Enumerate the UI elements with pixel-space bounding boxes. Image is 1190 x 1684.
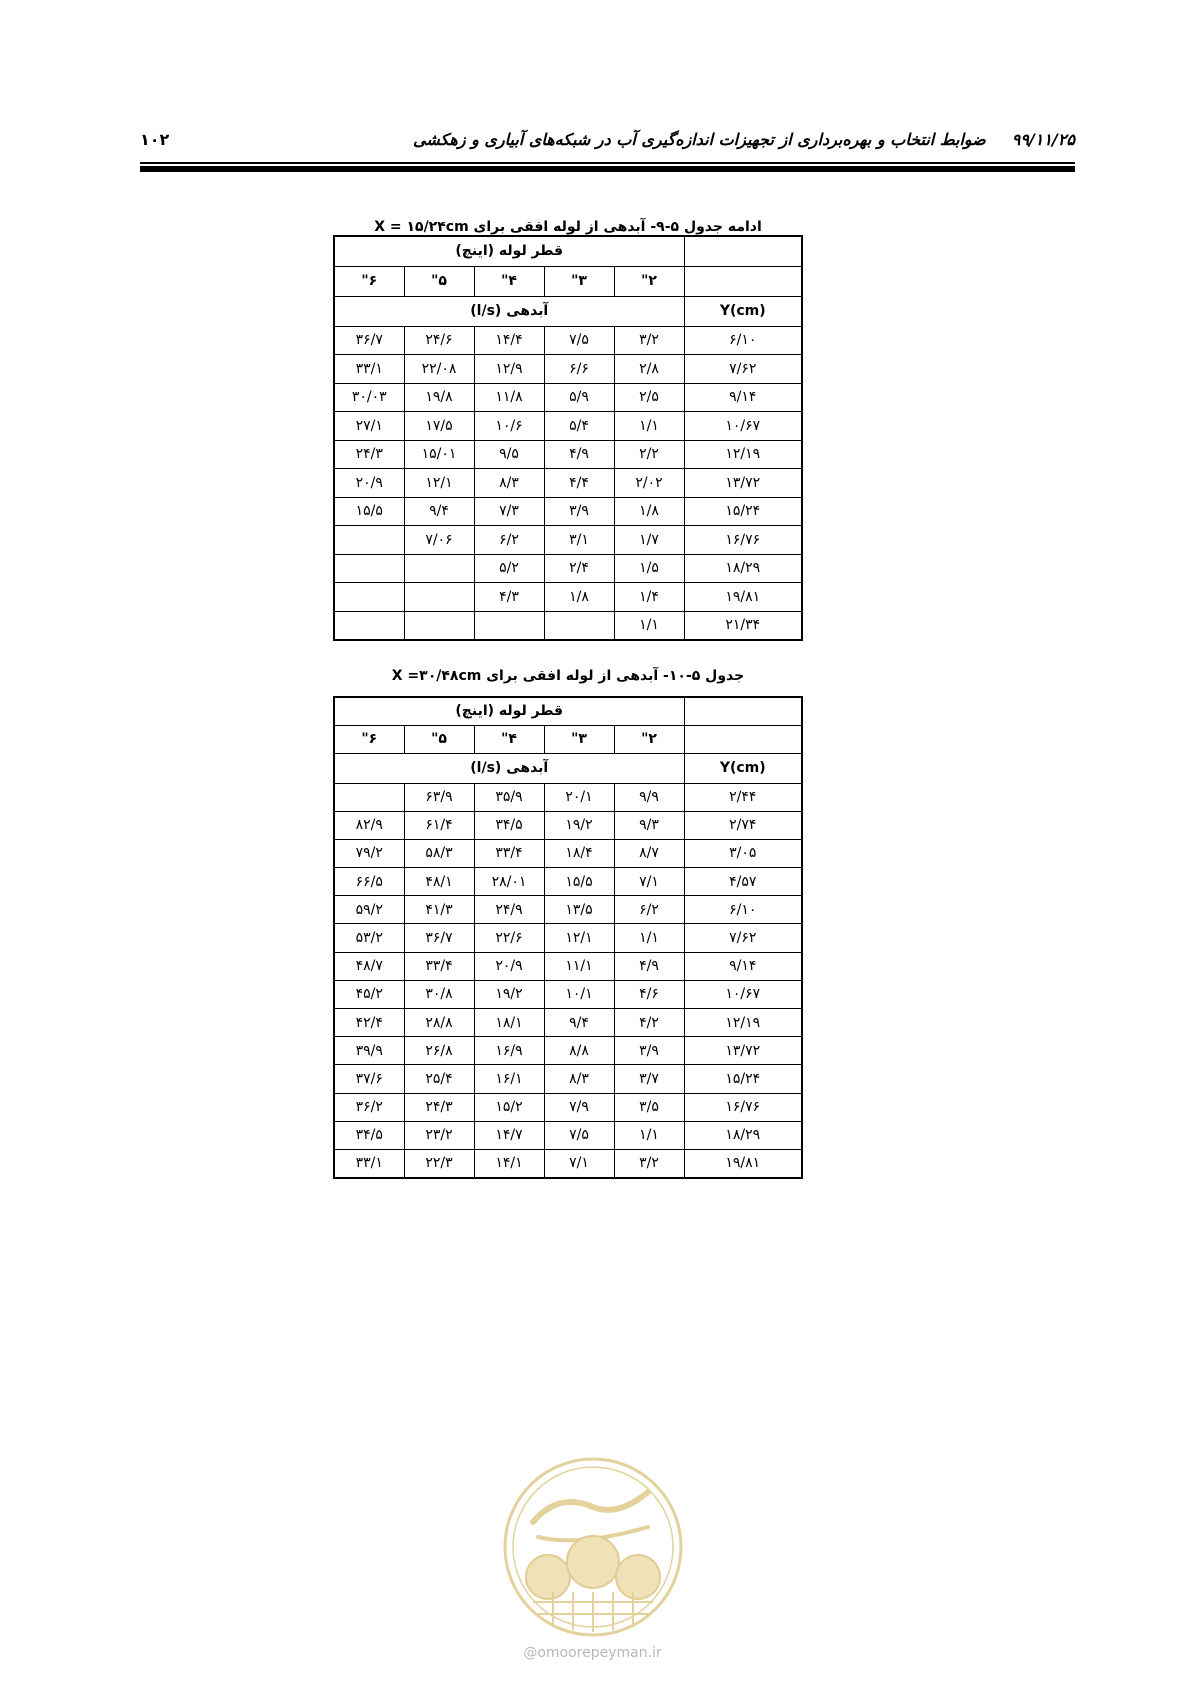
- flow-value-cell: ۳۴/۵: [334, 1121, 404, 1149]
- table-row: [334, 896, 802, 924]
- y-value-cell: ۶/۱۰: [684, 326, 802, 355]
- flow-value-cell: ۲۲/۰۸: [404, 355, 474, 384]
- table-row: [334, 583, 802, 612]
- flow-value-cell: ۴۸/۷: [334, 952, 404, 980]
- table-row: [334, 952, 802, 980]
- y-value-cell: ۱۶/۷۶: [684, 526, 802, 555]
- flow-value-cell: ۴۲/۴: [334, 1009, 404, 1037]
- flow-value-cell: ۱۹/۸: [404, 383, 474, 412]
- flow-value-cell: ۱۰/۱: [544, 980, 614, 1008]
- flow-value-cell: ۴۵/۲: [334, 980, 404, 1008]
- flow-value-cell: ۱۹/۲: [544, 811, 614, 839]
- flow-value-cell: ۴/۳: [474, 583, 544, 612]
- table-row: [334, 839, 802, 867]
- flow-value-cell: ۴۸/۱: [404, 868, 474, 896]
- flow-value-cell: ۱۴/۱: [474, 1149, 544, 1177]
- flow-value-cell: ۲۴/۶: [404, 326, 474, 355]
- table-row: [334, 412, 802, 441]
- flow-value-cell: ۳/۷: [614, 1065, 684, 1093]
- flow-value-cell: ۱۳/۵: [544, 896, 614, 924]
- flow-value-cell: ۷/۹: [544, 1093, 614, 1121]
- table2-y-header: Y(cm): [684, 753, 802, 783]
- y-value-cell: ۱۳/۷۲: [684, 469, 802, 498]
- flow-value-cell: [404, 583, 474, 612]
- table1-header-row-pipe: [334, 236, 802, 266]
- flow-value-cell: ۵۹/۲: [334, 896, 404, 924]
- flow-value-cell: ۲/۴: [544, 554, 614, 583]
- flow-value-cell: ۱/۱: [614, 611, 684, 640]
- flow-value-cell: ۳۳/۱: [334, 1149, 404, 1177]
- flow-value-cell: [544, 611, 614, 640]
- flow-value-cell: ۱/۱: [614, 924, 684, 952]
- watermark-site: @omoorepeyman.ir: [523, 1645, 662, 1661]
- flow-value-cell: ۱۷/۵: [404, 412, 474, 441]
- flow-value-cell: ۳۳/۴: [474, 839, 544, 867]
- flow-value-cell: ۳/۲: [614, 1149, 684, 1177]
- flow-value-cell: ۲/۸: [614, 355, 684, 384]
- y-value-cell: ۱۸/۲۹: [684, 554, 802, 583]
- flow-value-cell: ۳/۹: [544, 497, 614, 526]
- table-row: [334, 469, 802, 498]
- flow-value-cell: ۸۲/۹: [334, 811, 404, 839]
- y-value-cell: ۱۰/۶۷: [684, 412, 802, 441]
- flow-value-cell: ۱۲/۹: [474, 355, 544, 384]
- flow-value-cell: ۳۴/۵: [474, 811, 544, 839]
- table1-size-3: ۳": [544, 266, 614, 296]
- flow-value-cell: ۴/۲: [614, 1009, 684, 1037]
- y-value-cell: ۱۲/۱۹: [684, 1009, 802, 1037]
- flow-value-cell: ۹/۳: [614, 811, 684, 839]
- flow-value-cell: ۵۳/۲: [334, 924, 404, 952]
- flow-value-cell: ۲۴/۹: [474, 896, 544, 924]
- table-row: [334, 526, 802, 555]
- table-row: [334, 1121, 802, 1149]
- flow-value-cell: [334, 554, 404, 583]
- flow-value-cell: ۱۶/۹: [474, 1037, 544, 1065]
- table-row: [334, 355, 802, 384]
- flow-value-cell: ۲۸/۰۱: [474, 868, 544, 896]
- flow-value-cell: ۳۶/۲: [334, 1093, 404, 1121]
- flow-value-cell: ۳۳/۴: [404, 952, 474, 980]
- y-value-cell: ۲/۷۴: [684, 811, 802, 839]
- y-value-cell: ۴/۵۷: [684, 868, 802, 896]
- y-value-cell: ۱۸/۲۹: [684, 1121, 802, 1149]
- table1-size-5: ۵": [404, 266, 474, 296]
- table-row: [334, 1065, 802, 1093]
- flow-value-cell: ۳/۵: [614, 1093, 684, 1121]
- flow-value-cell: ۱۱/۱: [544, 952, 614, 980]
- flow-value-cell: ۱/۷: [614, 526, 684, 555]
- page-header: [140, 126, 1075, 156]
- flow-value-cell: ۲۳/۲: [404, 1121, 474, 1149]
- flow-value-cell: ۹/۵: [474, 440, 544, 469]
- flow-value-cell: ۶/۶: [544, 355, 614, 384]
- table-row: [334, 868, 802, 896]
- table1: [333, 235, 803, 641]
- table1-pipe-header: قطر لوله (اینچ): [334, 236, 684, 266]
- table1-y-header: Y(cm): [684, 296, 802, 326]
- y-value-cell: ۱۵/۲۴: [684, 497, 802, 526]
- flow-value-cell: ۷/۵: [544, 1121, 614, 1149]
- flow-value-cell: [474, 611, 544, 640]
- flow-value-cell: ۳۰/۰۳: [334, 383, 404, 412]
- flow-value-cell: ۱۸/۴: [544, 839, 614, 867]
- table-row: [334, 811, 802, 839]
- table-row: [334, 497, 802, 526]
- flow-value-cell: ۹/۹: [614, 783, 684, 811]
- flow-value-cell: ۲۴/۳: [404, 1093, 474, 1121]
- y-value-cell: ۱۲/۱۹: [684, 440, 802, 469]
- flow-value-cell: ۱۹/۲: [474, 980, 544, 1008]
- table2-size-4: ۴": [474, 725, 544, 753]
- flow-value-cell: ۱۰/۶: [474, 412, 544, 441]
- flow-value-cell: ۱۵/۵: [334, 497, 404, 526]
- flow-value-cell: ۱۵/۰۱: [404, 440, 474, 469]
- flow-value-cell: ۱/۸: [614, 497, 684, 526]
- table2-header-row-sizes: [334, 725, 802, 753]
- flow-value-cell: ۲۴/۳: [334, 440, 404, 469]
- flow-value-cell: ۷/۰۶: [404, 526, 474, 555]
- flow-value-cell: ۱/۵: [614, 554, 684, 583]
- flow-value-cell: ۳۶/۷: [404, 924, 474, 952]
- flow-value-cell: [404, 554, 474, 583]
- y-value-cell: ۹/۱۴: [684, 952, 802, 980]
- flow-value-cell: ۲۰/۹: [474, 952, 544, 980]
- flow-value-cell: ۵/۲: [474, 554, 544, 583]
- table2-header-row-pipe: [334, 697, 802, 725]
- flow-value-cell: ۷/۵: [544, 326, 614, 355]
- flow-value-cell: ۱/۸: [544, 583, 614, 612]
- flow-value-cell: ۲۷/۱: [334, 412, 404, 441]
- table-row: [334, 1149, 802, 1177]
- table-row: [334, 980, 802, 1008]
- page-number: ۱۰۲: [140, 130, 170, 149]
- table1-caption: ادامه جدول ۵-۹- آبدهی از لوله افقی برای X = ۱۵/۲۴cm: [374, 219, 762, 235]
- y-value-cell: ۶/۱۰: [684, 896, 802, 924]
- flow-value-cell: ۵۸/۳: [404, 839, 474, 867]
- flow-value-cell: ۴۱/۳: [404, 896, 474, 924]
- table-row: [334, 1009, 802, 1037]
- header-rule-thin: [140, 162, 1075, 164]
- y-value-cell: ۱۰/۶۷: [684, 980, 802, 1008]
- flow-value-cell: ۱۵/۲: [474, 1093, 544, 1121]
- y-value-cell: ۹/۱۴: [684, 383, 802, 412]
- header-rule-thick: [140, 166, 1075, 172]
- flow-value-cell: [334, 583, 404, 612]
- flow-value-cell: ۲۲/۶: [474, 924, 544, 952]
- y-value-cell: ۷/۶۲: [684, 924, 802, 952]
- flow-value-cell: [334, 783, 404, 811]
- table-row: [334, 440, 802, 469]
- flow-value-cell: ۶۳/۹: [404, 783, 474, 811]
- flow-value-cell: ۱۶/۱: [474, 1065, 544, 1093]
- flow-value-cell: ۷/۱: [544, 1149, 614, 1177]
- y-value-cell: ۳/۰۵: [684, 839, 802, 867]
- y-value-cell: ۷/۶۲: [684, 355, 802, 384]
- table1-size-4: ۴": [474, 266, 544, 296]
- table1-flow-header: آبدهی (l/s): [334, 296, 684, 326]
- flow-value-cell: ۳۰/۸: [404, 980, 474, 1008]
- flow-value-cell: ۶/۲: [614, 896, 684, 924]
- flow-value-cell: ۳/۹: [614, 1037, 684, 1065]
- flow-value-cell: ۹/۴: [404, 497, 474, 526]
- header-date: ۹۹/۱۱/۲۵: [1011, 130, 1075, 149]
- table2-corner-cell: [684, 697, 802, 725]
- y-value-cell: ۱۹/۸۱: [684, 1149, 802, 1177]
- flow-value-cell: ۵/۹: [544, 383, 614, 412]
- flow-value-cell: ۸/۳: [474, 469, 544, 498]
- flow-value-cell: ۱۲/۱: [404, 469, 474, 498]
- flow-value-cell: ۶/۲: [474, 526, 544, 555]
- flow-value-cell: ۲۵/۴: [404, 1065, 474, 1093]
- table2-size-6: ۶": [334, 725, 404, 753]
- table-row: [334, 383, 802, 412]
- table1-header-row-flow: [334, 296, 802, 326]
- flow-value-cell: ۶۱/۴: [404, 811, 474, 839]
- table2-size-2: ۲": [614, 725, 684, 753]
- flow-value-cell: ۱۴/۴: [474, 326, 544, 355]
- y-value-cell: ۱۶/۷۶: [684, 1093, 802, 1121]
- flow-value-cell: ۱۵/۵: [544, 868, 614, 896]
- flow-value-cell: ۲۰/۱: [544, 783, 614, 811]
- table-row: [334, 924, 802, 952]
- flow-value-cell: ۱۱/۸: [474, 383, 544, 412]
- table2-pipe-header: قطر لوله (اینچ): [334, 697, 684, 725]
- table-row: [334, 611, 802, 640]
- table2-caption: جدول ۵-۱۰- آبدهی از لوله افقی برای X =۳۰/۴۸cm: [391, 668, 745, 684]
- table2-size-5: ۵": [404, 725, 474, 753]
- table-row: [334, 1037, 802, 1065]
- flow-value-cell: ۷/۳: [474, 497, 544, 526]
- flow-value-cell: ۳۹/۹: [334, 1037, 404, 1065]
- table2-size-3: ۳": [544, 725, 614, 753]
- y-value-cell: ۱۳/۷۲: [684, 1037, 802, 1065]
- table2-corner-cell-2: [684, 725, 802, 753]
- flow-value-cell: ۹/۴: [544, 1009, 614, 1037]
- flow-value-cell: ۱/۴: [614, 583, 684, 612]
- table-row: [334, 554, 802, 583]
- table-row: [334, 1093, 802, 1121]
- flow-value-cell: [334, 611, 404, 640]
- flow-value-cell: ۲/۲: [614, 440, 684, 469]
- flow-value-cell: ۴/۶: [614, 980, 684, 1008]
- flow-value-cell: ۳۳/۱: [334, 355, 404, 384]
- table1-size-6: ۶": [334, 266, 404, 296]
- table1-size-2: ۲": [614, 266, 684, 296]
- flow-value-cell: ۲/۵: [614, 383, 684, 412]
- header-title-line: [413, 130, 1075, 149]
- flow-value-cell: ۱/۱: [614, 412, 684, 441]
- flow-value-cell: ۶۶/۵: [334, 868, 404, 896]
- flow-value-cell: ۸/۷: [614, 839, 684, 867]
- flow-value-cell: ۴/۴: [544, 469, 614, 498]
- flow-value-cell: ۳/۱: [544, 526, 614, 555]
- table2: [333, 696, 803, 1179]
- flow-value-cell: ۳۵/۹: [474, 783, 544, 811]
- flow-value-cell: ۵/۴: [544, 412, 614, 441]
- table1-corner-cell: [684, 236, 802, 266]
- table1-header-row-sizes: [334, 266, 802, 296]
- flow-value-cell: [334, 526, 404, 555]
- y-value-cell: ۲/۴۴: [684, 783, 802, 811]
- document-title: ضوابط انتخاب و بهره‌برداری از تجهیزات اندازه‌گیری آب در شبکه‌های آبیاری و زهکشی: [412, 130, 986, 149]
- table2-header-row-flow: [334, 753, 802, 783]
- y-value-cell: ۲۱/۳۴: [684, 611, 802, 640]
- table-row: [334, 326, 802, 355]
- table1-corner-cell-2: [684, 266, 802, 296]
- y-value-cell: ۱۵/۲۴: [684, 1065, 802, 1093]
- flow-value-cell: ۲/۰۲: [614, 469, 684, 498]
- table2-flow-header: آبدهی (l/s): [334, 753, 684, 783]
- flow-value-cell: ۱۴/۷: [474, 1121, 544, 1149]
- flow-value-cell: [404, 611, 474, 640]
- flow-value-cell: ۳۶/۷: [334, 326, 404, 355]
- flow-value-cell: ۲۰/۹: [334, 469, 404, 498]
- flow-value-cell: ۸/۳: [544, 1065, 614, 1093]
- flow-value-cell: ۲۲/۳: [404, 1149, 474, 1177]
- flow-value-cell: ۳/۲: [614, 326, 684, 355]
- flow-value-cell: ۱۸/۱: [474, 1009, 544, 1037]
- watermark-seal-icon: [498, 1452, 688, 1642]
- flow-value-cell: ۴/۹: [614, 952, 684, 980]
- flow-value-cell: ۴/۹: [544, 440, 614, 469]
- flow-value-cell: ۳۷/۶: [334, 1065, 404, 1093]
- flow-value-cell: ۱۲/۱: [544, 924, 614, 952]
- flow-value-cell: ۱/۱: [614, 1121, 684, 1149]
- flow-value-cell: ۲۶/۸: [404, 1037, 474, 1065]
- table-row: [334, 783, 802, 811]
- flow-value-cell: ۲۸/۸: [404, 1009, 474, 1037]
- flow-value-cell: ۷/۱: [614, 868, 684, 896]
- y-value-cell: ۱۹/۸۱: [684, 583, 802, 612]
- flow-value-cell: ۸/۸: [544, 1037, 614, 1065]
- flow-value-cell: ۷۹/۲: [334, 839, 404, 867]
